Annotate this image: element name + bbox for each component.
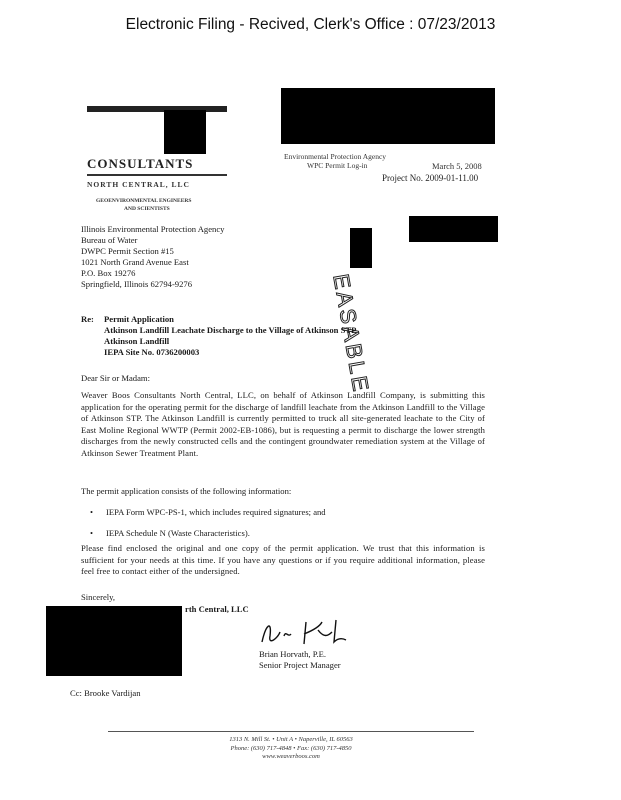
address-line: P.O. Box 19276 — [81, 268, 136, 278]
re-label: Re: — [81, 314, 94, 324]
redaction-block — [46, 606, 182, 676]
closing: Sincerely, — [81, 592, 116, 602]
list-item-text: IEPA Form WPC-PS-1, which includes required signatures; and — [106, 507, 326, 517]
vertical-stamp: EASABLE — [328, 272, 375, 396]
footer-phone: Phone: (630) 717-4848 • Fax: (630) 717-4850 — [230, 744, 352, 752]
footer-address: 1313 N. Mill St. • Unit A • Naperville, IL 60563 — [229, 736, 353, 743]
footer-website: www.weaverboos.com — [262, 753, 320, 760]
received-stamp-line: WPC Permit Log-in — [307, 161, 368, 170]
address-line: DWPC Permit Section #15 — [81, 246, 174, 256]
redaction-block — [409, 216, 498, 242]
project-number: Project No. 2009-01-11.00 — [382, 173, 479, 183]
list-item: • IEPA Schedule N (Waste Characteristics). — [90, 528, 250, 538]
logo-top-bar — [87, 106, 227, 112]
address-line: Illinois Environmental Protection Agency — [81, 224, 225, 234]
cc-line: Cc: Brooke Vardijan — [70, 688, 141, 698]
redaction-block — [164, 110, 206, 154]
body-paragraph: The permit application consists of the following information: — [81, 486, 292, 496]
logo-rule — [87, 174, 227, 176]
handwritten-signature — [258, 616, 368, 650]
list-item: • IEPA Form WPC-PS-1, which includes required signatures; and — [90, 507, 326, 517]
filing-stamp: Electronic Filing - Recived, Clerk's Office : 07/23/2013 — [125, 16, 496, 33]
received-stamp-line: Environmental Protection Agency — [284, 152, 387, 161]
re-line: IEPA Site No. 0736200003 — [104, 347, 200, 357]
company-name-fragment: rth Central, LLC — [185, 604, 249, 614]
bullet-list — [90, 502, 326, 544]
letter-date: March 5, 2008 — [432, 161, 482, 171]
salutation: Dear Sir or Madam: — [81, 373, 150, 383]
signer-name: Brian Horvath, P.E. — [259, 649, 327, 659]
re-line: Permit Application — [104, 314, 174, 324]
address-line: 1021 North Grand Avenue East — [81, 257, 189, 267]
signer-block — [259, 649, 341, 671]
logo-tagline: GEOENVIRONMENTAL ENGINEERS — [96, 198, 192, 204]
body-paragraph: Weaver Boos Consultants North Central, LLC, on behalf of Atkinson Landfill Company, is submitting this application for the operating permit for the discharge of landfill leachate from the Atkinson Landfill to the Village of Atkinson STP. The Atkinson Landfill is currently permitted to truck all site-generated leachate to the City of East Moline Regional WWTP (Permit 2002-EB-1086), but is requesting a permit to discharge the lower strength discharges from the newly constructed cells and the contingent groundwater remediation system at the Village of Atkinson Sewer Treatment Plant. — [81, 390, 485, 458]
re-line: Atkinson Landfill — [104, 336, 170, 346]
footer — [108, 736, 474, 762]
recipient-address — [81, 224, 224, 290]
logo-tagline-2: AND SCIENTISTS — [124, 206, 170, 212]
address-line: Springfield, Illinois 62794-9276 — [81, 279, 192, 289]
body-paragraph: Please find enclosed the original and one copy of the permit application. We trust that this information is sufficient for your needs at this time. If you have any questions or if you require additional information, please feel free to contact either of the undersigned. — [81, 543, 485, 577]
redaction-block — [350, 228, 372, 268]
address-line: Bureau of Water — [81, 235, 138, 245]
logo-wordmark: CONSULTANTS — [87, 156, 194, 171]
re-line: Atkinson Landfill Leachate Discharge to the Village of Atkinson STP — [104, 325, 357, 335]
footer-rule — [108, 731, 474, 732]
logo-subtitle: NORTH CENTRAL, LLC — [87, 180, 190, 189]
signer-title: Senior Project Manager — [259, 660, 341, 670]
redaction-block — [281, 88, 495, 144]
re-subject — [104, 314, 356, 358]
list-item-text: IEPA Schedule N (Waste Characteristics). — [106, 528, 250, 538]
